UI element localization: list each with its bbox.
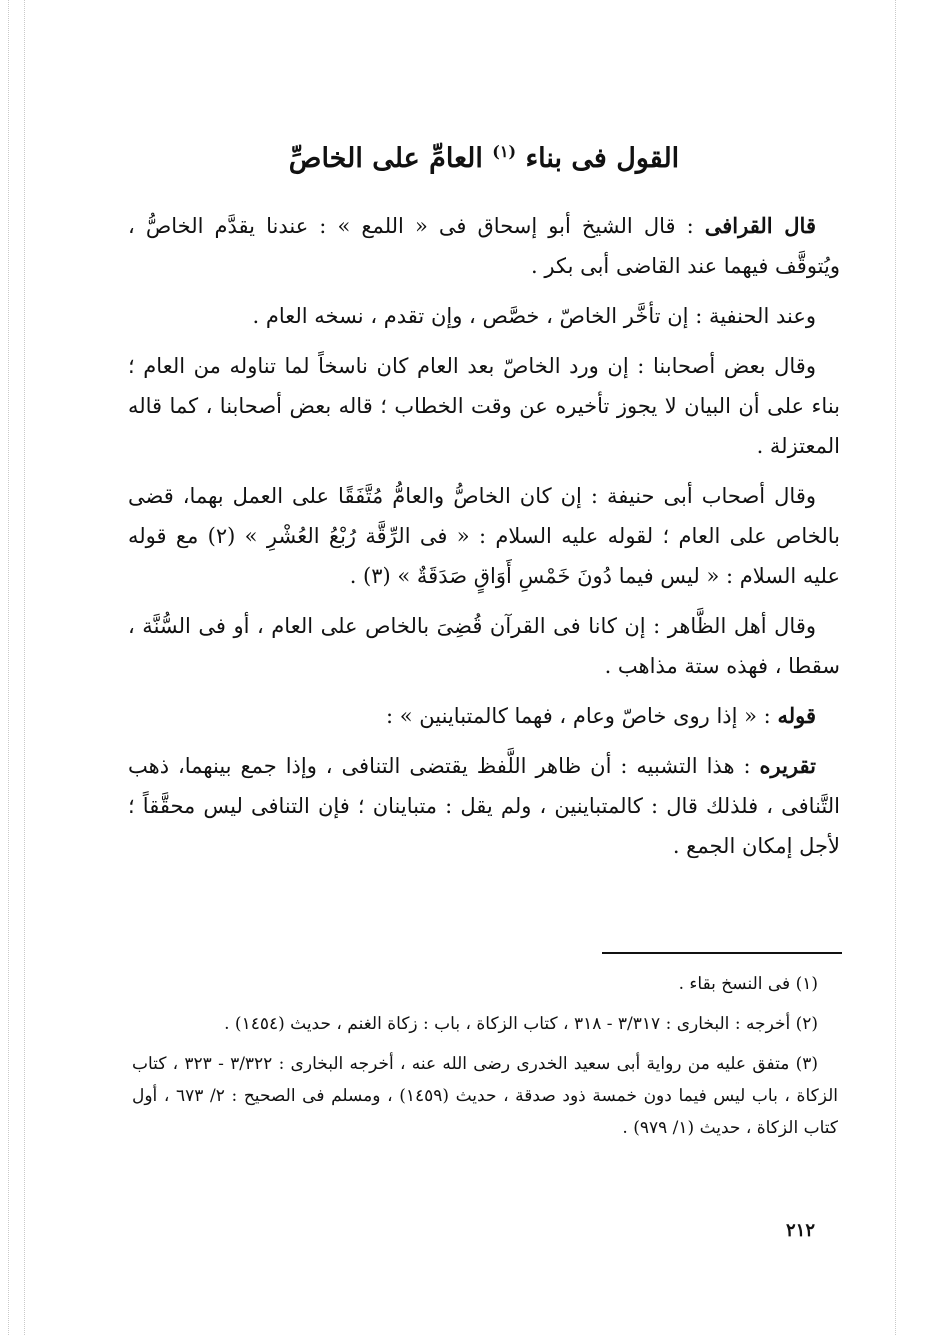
heading-text-end: العامِّ على الخاصِّ <box>288 143 483 174</box>
paragraph-text: وقال أصحاب أبى حنيفة : إن كان الخاصُّ والعامُّ مُتَّفَقًا على العمل بهما، قضى بالخاص على العام ؛ لقوله عليه السلام : « فى الرِّقَّة رُبْعُ العُشْرِ » (٢) مع قوله عليه السلام : « ليس فيما دُونَ خَمْسِ أَوَاقٍ صَدَقَةٌ » (٣) . <box>128 484 840 588</box>
paragraph <box>128 476 840 596</box>
paragraph-text: : قال الشيخ أبو إسحاق فى « اللمع » : عندنا يقدَّم الخاصُّ ، ويُتوقَّف فيهما عند القاضى أبى بكر . <box>128 214 840 278</box>
paragraph <box>128 346 840 466</box>
paragraph <box>128 606 840 686</box>
scan-margin-line <box>895 0 896 1335</box>
main-text <box>128 206 840 876</box>
paragraph <box>128 696 840 736</box>
paragraph <box>128 206 840 286</box>
paragraph-lead: قال القرافى <box>704 213 816 238</box>
footnote: (٢) أخرجه : البخارى : ٣/٣١٧ - ٣١٨ ، كتاب الزكاة ، باب : زكاة الغنم ، حديث (١٤٥٤) . <box>224 1014 818 1034</box>
paragraph-lead: قوله <box>777 703 816 728</box>
page-heading <box>128 142 840 174</box>
page-number: ٢١٢ <box>786 1220 816 1241</box>
paragraph-text: : هذا التشبيه : أن ظاهر اللَّفظ يقتضى التنافى ، وإذا جمع بينهما، ذهب التَّنافى ، فلذلك قال : كالمتباينين ، ولم يقل : متباينان ؛ فإن التنافى ليس محقَّقاً ؛ لأجل إمكان الجمع . <box>128 754 840 858</box>
paragraph <box>128 746 840 866</box>
heading-footnote-marker: (١) <box>492 142 517 161</box>
footnote: (٣) متفق عليه من رواية أبى سعيد الخدرى رضى الله عنه ، أخرجه البخارى : ٣/٣٢٢ - ٣٢٣ ، كتاب الزكاة ، باب ليس فيما دون خمسة ذود صدقة ، حديث (١٤٥٩) ، ومسلم فى الصحيح : ٢/ ٦٧٣ ، أول كتاب الزكاة ، حديث (١/ ٩٧٩) . <box>132 1054 838 1138</box>
heading-text-start: القول فى بناء <box>525 143 680 174</box>
scan-margin-line <box>24 0 25 1335</box>
paragraph-text: : « إذا روى خاصّ وعام ، فهما كالمتباينين » : <box>386 704 771 728</box>
paragraph-text: وقال بعض أصحابنا : إن ورد الخاصّ بعد العام كان ناسخاً لما تناوله من العام ؛ بناء على أن البيان لا يجوز تأخيره عن وقت الخطاب ؛ قاله بعض أصحابنا ، كما قاله المعتزلة . <box>128 354 840 458</box>
footnote-separator <box>602 952 842 954</box>
footnotes <box>132 968 838 1152</box>
scan-margin-line <box>8 0 9 1335</box>
footnote: (١) فى النسخ بقاء . <box>678 974 818 994</box>
paragraph-text: وعند الحنفية : إن تأخَّر الخاصّ ، خصَّص ، وإن تقدم ، نسخه العام . <box>252 304 816 328</box>
paragraph-lead: تقريره <box>759 753 816 778</box>
paragraph <box>128 296 840 336</box>
paragraph-text: وقال أهل الظَّاهر : إن كانا فى القرآن قُضِىَ بالخاص على العام ، أو فى السُّنَّة ، سقطا ، فهذه ستة مذاهب . <box>128 614 840 678</box>
